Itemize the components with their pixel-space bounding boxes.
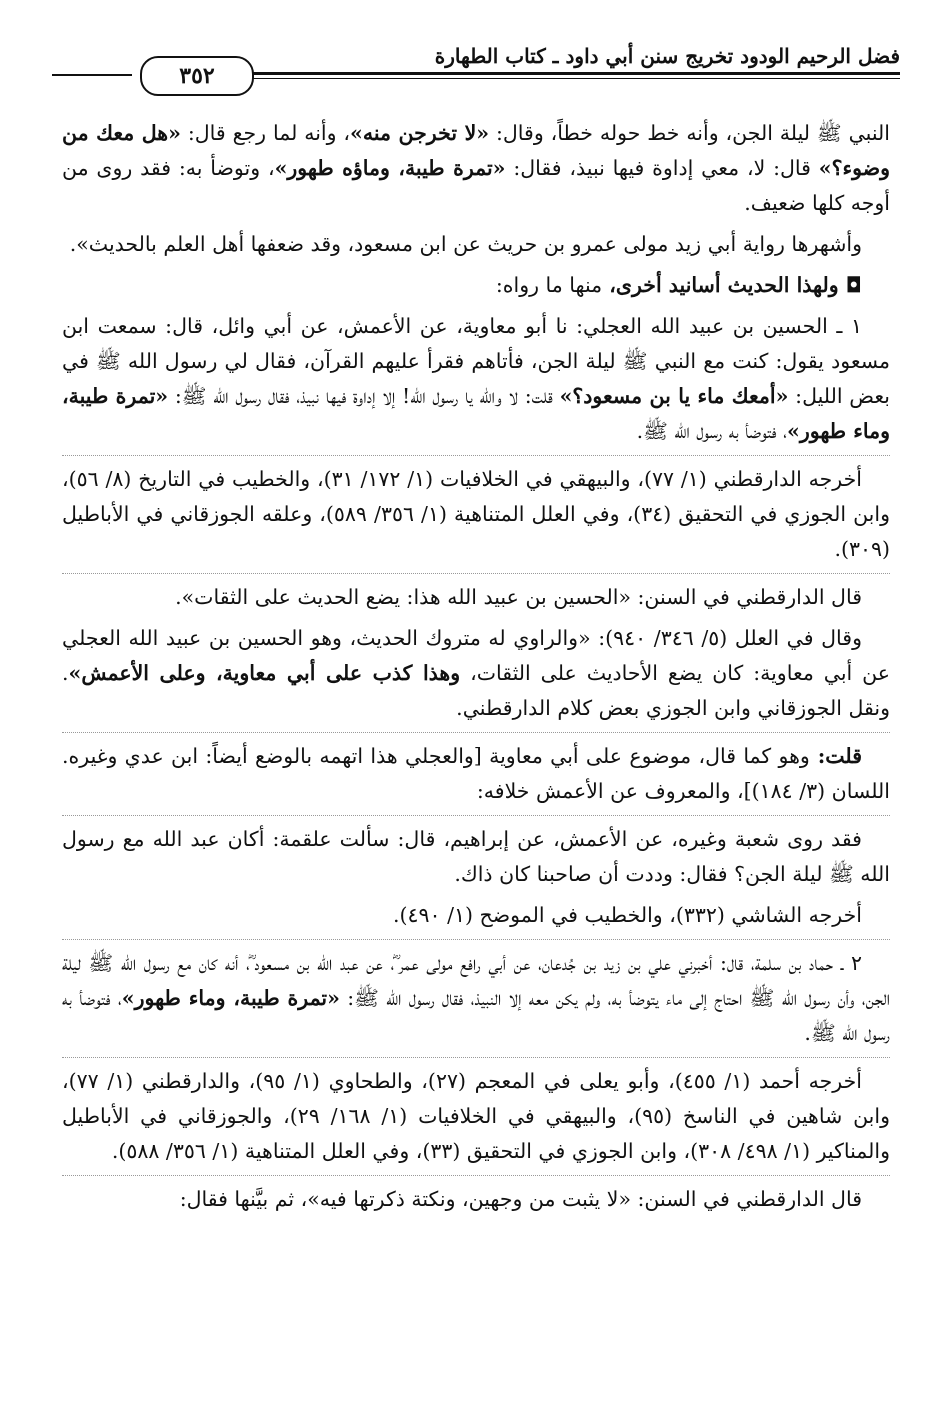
paragraph [62, 822, 890, 892]
paragraph-separator [62, 732, 890, 733]
bold-text: «أمعك ماء يا بن مسعود؟» [559, 384, 789, 408]
text-run: ، فتوضأ به رسول الله ﷺ. [62, 986, 890, 1045]
text-run: ، وأنه لما رجع قال: [180, 121, 351, 145]
page-body [62, 116, 890, 1223]
bold-text: وهذا كذب على أبي معاوية، وعلى الأعمش» [68, 661, 461, 685]
text-run: قلت: لا والله يا رسول الله! إلا إداوة فيها نبيذ، فقال رسول الله ﷺ: [168, 384, 560, 408]
paragraph-separator [62, 1057, 890, 1058]
paragraph [62, 898, 890, 933]
header-rule [250, 72, 900, 75]
paragraph [62, 1064, 890, 1169]
paragraph [62, 1182, 890, 1217]
text-run: ، وتوضأ به: فقد روى من أوجه كلها ضعيف. [62, 156, 890, 215]
bold-text: قلت: [809, 744, 863, 768]
paragraph [62, 116, 890, 221]
text-run: منها ما رواه: [495, 273, 603, 297]
paragraph-separator [62, 815, 890, 816]
text-run: ، فتوضأ به رسول الله ﷺ. [636, 419, 788, 443]
paragraph-separator [62, 939, 890, 940]
paragraph [62, 739, 890, 809]
bold-text: «تمرة طيبة، وماؤه طهور» [274, 156, 506, 180]
paragraph [62, 462, 890, 567]
text-run: النبي ﷺ ليلة الجن، وأنه خط حوله خطاً، وقال: [489, 121, 890, 145]
paragraph [62, 309, 890, 449]
bold-text: «هل معك من وضوء؟» [62, 121, 890, 180]
paragraph [62, 621, 890, 726]
paragraph [62, 227, 890, 262]
text-run: قال الدارقطني في السنن: «الحسين بن عبيد الله هذا: يضع الحديث على الثقات». [175, 585, 862, 609]
text-run: وقال في العلل (٥/ ٣٤٦/ ٩٤٠): «والراوي له متروك الحديث، وهو الحسين بن عبيد الله العجلي عن أبي معاوية: كان يضع الأحاديث على الثقات، [62, 626, 890, 685]
running-title: فضل الرحيم الودود تخريج سنن أبي داود ـ كتاب الطهارة [434, 44, 900, 68]
bold-text: «تمرة طيبة، وماء طهور» [121, 986, 340, 1010]
bold-text: «لا تخرجن منه» [350, 121, 490, 145]
text-run: أخرجه أحمد (١/ ٤٥٥)، وأبو يعلى في المعجم (٢٧)، والطحاوي (١/ ٩٥)، والدارقطني (١/ ٧٧)، وابن شاهين في الناسخ (٩٥)، والبيهقي في الخلافيات (١/ ١٦٨/ ٢٩)، والجوزقاني في الأباطيل والمناكير (١/ ٤٩٨/ ٣٠٨)، وابن الجوزي في التحقيق (٣٣)، وفي العلل المتناهية (١/ ٣٥٦/ ٥٨٨). [62, 1069, 890, 1163]
text-run: . ونقل الجوزقاني وابن الجوزي بعض كلام الدارقطني. [62, 661, 890, 720]
text-run: ١ ـ الحسين بن عبيد الله العجلي: نا أبو معاوية، عن الأعمش، عن أبي وائل، قال: سمعت ابن مسعود يقول: كنت مع النبي ﷺ ليلة الجن، فأتاهم فقرأ عليهم القرآن، فقال لي رسول الله ﷺ في بعض الليل: [62, 314, 890, 408]
page-header [50, 44, 900, 104]
paragraph-separator [62, 573, 890, 574]
text-run: فقد روى شعبة وغيره، عن الأعمش، عن إبراهيم، قال: سألت علقمة: أكان عبد الله مع رسول الله ﷺ ليلة الجن؟ فقال: وددت أن صاحبنا كان ذاك. [62, 827, 890, 886]
text-run: قال الدارقطني في السنن: «لا يثبت من وجهين، ونكتة ذكرتها فيه»، ثم بيَّنها فقال: [179, 1187, 862, 1211]
paragraph-separator [62, 1175, 890, 1176]
header-rule-thin [250, 78, 900, 79]
bold-text: «تمرة طيبة، وماء طهور» [62, 384, 890, 443]
text-run: وأشهرها رواية أبي زيد مولى عمرو بن حريث عن ابن مسعود، وقد ضعفها أهل العلم بالحديث». [69, 232, 862, 256]
page-number: ٣٥٢ [140, 56, 254, 96]
paragraph [62, 268, 890, 303]
paragraph [62, 580, 890, 615]
paragraph-separator [62, 455, 890, 456]
paragraph [62, 946, 890, 1051]
text-run: أخرجه الدارقطني (١/ ٧٧)، والبيهقي في الخلافيات (١/ ١٧٢/ ٣١)، والخطيب في التاريخ (٨/ ٥٦)، وابن الجوزي في التحقيق (٣٤)، وفي العلل المتناهية (١/ ٣٥٦/ ٥٨٩)، وعلقه الجوزقاني في الأباطيل (٣٠٩). [62, 467, 890, 561]
text-run: أخرجه الشاشي (٣٣٢)، والخطيب في الموضح (١/ ٤٩٠). [393, 903, 862, 927]
bold-text: ◘ ولهذا الحديث أسانيد أخرى، [602, 273, 862, 297]
text-run: ٢ ـ حماد بن سلمة، قال: أخبرني علي بن زيد بن جُدعان، عن أبي رافع مولى عمر ؓ، عن عبد الله بن مسعود ؓ، أنه كان مع رسول الله ﷺ ليلة الجن، وأن رسول الله ﷺ احتاج إلى ماء يتوضأ به، ولم يكن معه إلا النبيذ، فقال رسول الله ﷺ: [62, 951, 890, 1010]
text-run: قال: لا، معي إداوة فيها نبيذ، فقال: [505, 156, 819, 180]
text-run: وهو كما قال، موضوع على أبي معاوية [والعجلي هذا اتهمه بالوضع أيضاً: ابن عدي وغيره. اللسان (٣/ ١٨٤)]، والمعروف عن الأعمش خلافه: [62, 744, 890, 803]
